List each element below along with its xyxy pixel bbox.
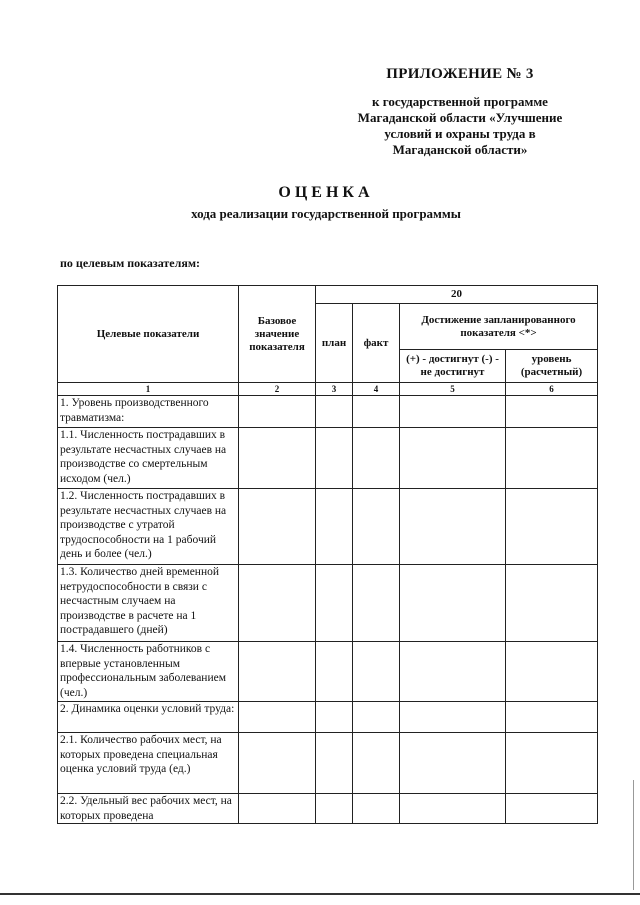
table-row: [58, 702, 598, 733]
indicator-name: 2. Динамика оценки условий труда:: [58, 702, 239, 733]
table-cell: [506, 396, 598, 428]
table-cell: [239, 794, 316, 824]
table-cell: [506, 702, 598, 733]
indicator-name: 1.1. Численность пострадавших в результате несчастных случаев на производстве со смертельным исходом (чел.): [58, 428, 239, 489]
table-cell: [353, 733, 400, 794]
table-cell: [239, 489, 316, 565]
header-plan: план: [316, 304, 353, 383]
table-cell: [316, 428, 353, 489]
table-cell: [353, 565, 400, 642]
column-number: 2: [239, 383, 316, 396]
table-cell: [353, 794, 400, 824]
table-cell: [506, 489, 598, 565]
section-label: по целевым показателям:: [60, 256, 201, 270]
table-cell: [400, 396, 506, 428]
table-cell: [400, 428, 506, 489]
indicator-name: 2.2. Удельный вес рабочих мест, на которых проведена: [58, 794, 239, 824]
header-base-value: Базовое значение показателя: [239, 286, 316, 383]
header-achievement: Достижение запланированного показателя <*>: [400, 304, 598, 350]
document-subtitle: хода реализации государственной программы: [191, 206, 461, 221]
indicator-name: 1.2. Численность пострадавших в результате несчастных случаев на производстве с утратой трудоспособности на 1 рабочий день и более (чел.): [58, 489, 239, 565]
header-level: уровень (расчетный): [506, 350, 598, 383]
table-row: [58, 642, 598, 702]
table-row: [58, 794, 598, 824]
table-cell: [506, 733, 598, 794]
table-row: [58, 733, 598, 794]
table-cell: [353, 642, 400, 702]
appendix-line: Магаданской области «Улучшение: [357, 110, 563, 125]
table-row: [58, 428, 598, 489]
table-cell: [506, 642, 598, 702]
column-number: 5: [400, 383, 506, 396]
appendix-line: условий и охраны труда в: [384, 126, 536, 141]
table-cell: [400, 794, 506, 824]
table-cell: [239, 733, 316, 794]
indicator-name: 1.4. Численность работников с впервые установленным профессиональным заболеванием (чел.): [58, 642, 239, 702]
table-cell: [239, 642, 316, 702]
header-year: 20: [316, 286, 598, 304]
header-achieved: (+) - достигнут (-) - не достигнут: [400, 350, 506, 383]
scan-bottom-line: [0, 893, 640, 895]
table-cell: [316, 489, 353, 565]
appendix-block: [330, 66, 590, 158]
indicator-name: 1.3. Количество дней временной нетрудоспособности в связи с несчастным случаем на производстве в расчете на 1 пострадавшего (дней): [58, 565, 239, 642]
header-indicators: Целевые показатели: [58, 286, 239, 383]
table-cell: [316, 702, 353, 733]
appendix-line: к государственной программе: [372, 94, 548, 109]
document-title: ОЦЕНКА: [278, 184, 374, 201]
table-cell: [316, 733, 353, 794]
table-cell: [400, 733, 506, 794]
indicator-name: 1. Уровень производственного травматизма:: [58, 396, 239, 428]
table-cell: [400, 642, 506, 702]
table-cell: [506, 428, 598, 489]
table-cell: [506, 565, 598, 642]
table-cell: [353, 428, 400, 489]
table-cell: [316, 794, 353, 824]
indicators-table: [57, 285, 598, 824]
table-row: [58, 565, 598, 642]
table-cell: [353, 489, 400, 565]
table-row: [58, 396, 598, 428]
table-cell: [239, 702, 316, 733]
indicator-name: 2.1. Количество рабочих мест, на которых проведена специальная оценка условий труда (ед.): [58, 733, 239, 794]
table-cell: [400, 702, 506, 733]
header-fact: факт: [353, 304, 400, 383]
column-number: 3: [316, 383, 353, 396]
table-cell: [506, 794, 598, 824]
column-number: 6: [506, 383, 598, 396]
scan-edge-line: [633, 780, 634, 890]
table-cell: [316, 565, 353, 642]
table-cell: [353, 396, 400, 428]
table-cell: [316, 396, 353, 428]
table-cell: [400, 489, 506, 565]
column-number: 4: [353, 383, 400, 396]
table-cell: [353, 702, 400, 733]
table-cell: [400, 565, 506, 642]
table-row: [58, 489, 598, 565]
table-cell: [239, 396, 316, 428]
appendix-line: Магаданской области»: [392, 142, 528, 157]
table-cell: [239, 428, 316, 489]
table-cell: [239, 565, 316, 642]
column-number: 1: [58, 383, 239, 396]
table-cell: [316, 642, 353, 702]
appendix-title: ПРИЛОЖЕНИЕ № 3: [386, 66, 534, 82]
